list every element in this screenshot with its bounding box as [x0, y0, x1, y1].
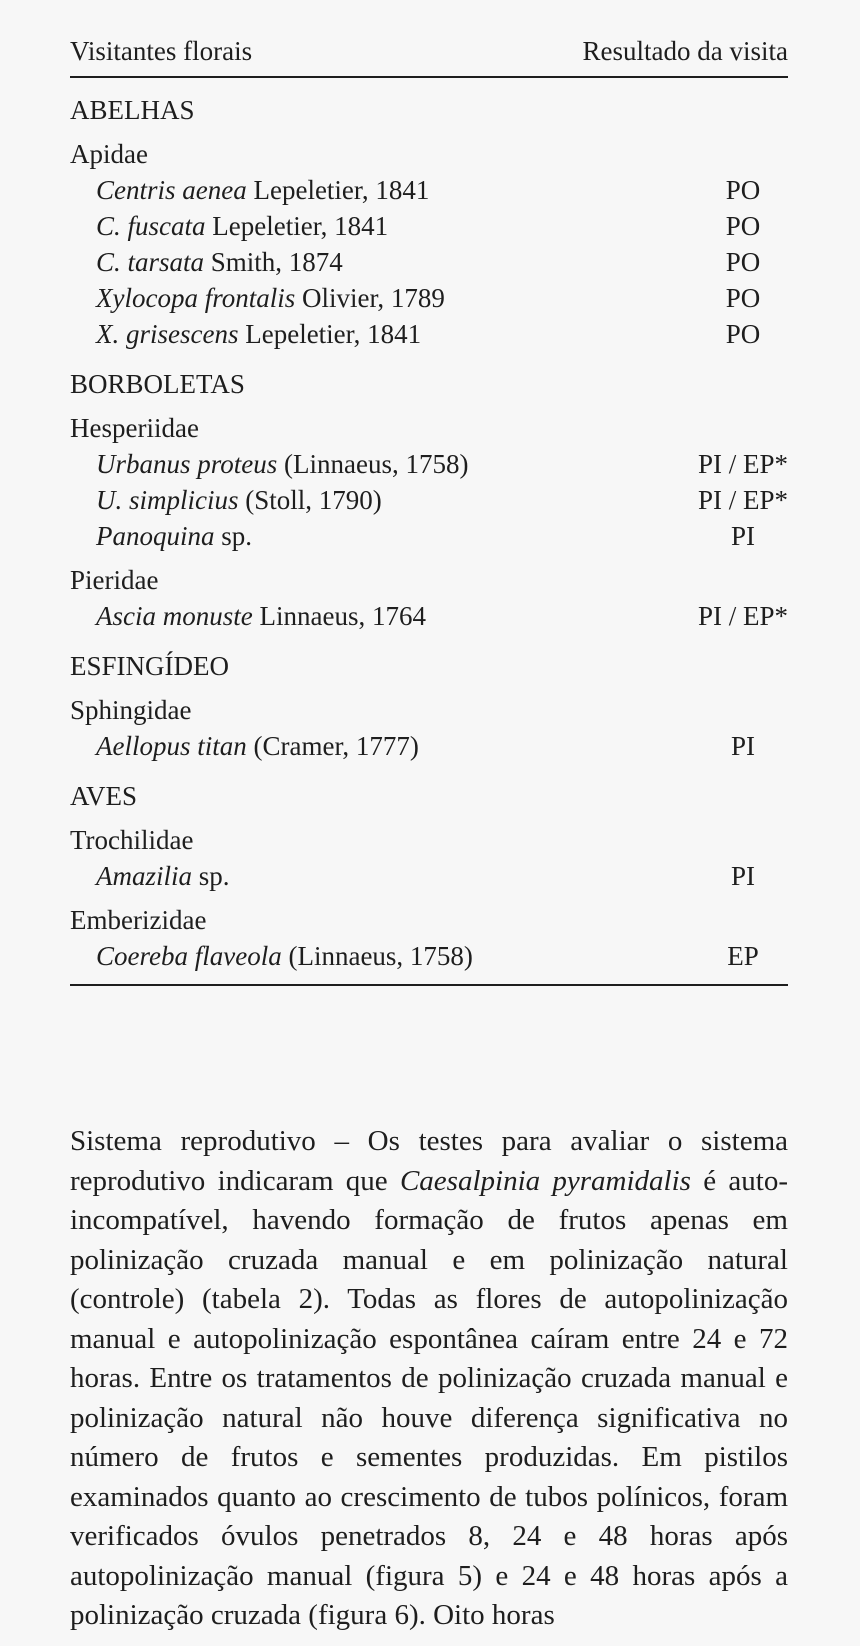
species-author: Olivier, 1789: [295, 283, 445, 313]
visit-result: PI / EP*: [697, 449, 789, 479]
family-name: Hesperiidae: [70, 413, 199, 443]
species-row: [70, 280, 788, 316]
visit-result: PI: [730, 861, 755, 891]
table-body: [70, 92, 788, 974]
species-author: Smith, 1874: [204, 247, 343, 277]
paragraph-text-start: Sistema reprodutivo – Os testes para avaliar o sistema reprodutivo indicaram que: [70, 1125, 788, 1197]
species-name: [70, 175, 429, 205]
species-name: [70, 211, 388, 241]
species-name: [70, 731, 419, 761]
family-name: Apidae: [70, 139, 148, 169]
species-author: sp.: [214, 521, 253, 551]
paragraph-species-name: Caesalpinia pyramidalis: [399, 1164, 691, 1197]
visit-result: PO: [725, 283, 761, 313]
species-name: [70, 449, 468, 479]
species-name: [70, 485, 382, 515]
family-row: [70, 410, 788, 446]
species-author: (Linnaeus, 1758): [281, 941, 473, 971]
family-row: [70, 822, 788, 858]
species-author: Lepeletier, 1841: [238, 319, 422, 349]
header-visitors: Visitantes florais: [70, 36, 253, 66]
species-author: sp.: [192, 861, 230, 891]
species-row: [70, 598, 788, 634]
species-binomial: C. fuscata: [96, 211, 206, 241]
species-binomial: Urbanus proteus: [96, 449, 278, 479]
species-binomial: Ascia monuste: [96, 601, 253, 631]
species-author: (Linnaeus, 1758): [277, 449, 469, 479]
species-author: (Cramer, 1777): [246, 731, 419, 761]
family-row: [70, 136, 788, 172]
species-name: [70, 941, 473, 971]
group-name: ABELHAS: [70, 95, 195, 125]
table-bottom-rule: [70, 984, 788, 986]
group-row: [70, 778, 788, 814]
species-binomial: Amazilia: [96, 861, 193, 891]
species-author: Lepeletier, 1841: [246, 175, 430, 205]
species-name: [70, 319, 421, 349]
header-result: Resultado da visita: [582, 36, 788, 66]
species-name: [70, 521, 252, 551]
family-row: [70, 902, 788, 938]
family-name: Pieridae: [70, 565, 159, 595]
family-name: Emberizidae: [70, 905, 207, 935]
species-name: [70, 247, 343, 277]
visit-result: PO: [725, 175, 761, 205]
species-binomial: X. grisescens: [96, 319, 239, 349]
species-binomial: Panoquina: [96, 521, 215, 551]
visit-result: PI: [730, 521, 755, 551]
species-binomial: Xylocopa frontalis: [96, 283, 296, 313]
species-binomial: Coereba flaveola: [96, 941, 282, 971]
visit-result: PI: [730, 731, 755, 761]
species-binomial: Aellopus titan: [96, 731, 247, 761]
species-row: [70, 316, 788, 352]
species-author: (Stoll, 1790): [238, 485, 382, 515]
species-author: Linnaeus, 1764: [252, 601, 426, 631]
family-row: [70, 562, 788, 598]
species-row: [70, 938, 788, 974]
visit-result: PO: [725, 319, 761, 349]
visitors-table: [70, 28, 788, 986]
family-name: Sphingidae: [70, 695, 192, 725]
species-row: [70, 172, 788, 208]
paragraph-text-end: é auto-incompatível, havendo formação de frutos apenas em polinização cruzada manual e em polinização natural (controle) (tabela 2). Todas as flores de autopolinização manual e autopolinização espontânea caíram entre 24 e 72 horas. Entre os tratamentos de polinização cruzada manual e polinização natural não houve diferença significativa no número de frutos e sementes produzidas. Em pistilos examinados quanto ao crescimento de tubos polínicos, foram verificados óvulos penetrados 8, 24 e 48 horas após autopolinização manual (figura 5) e 24 e 48 horas após a polinização cruzada (figura 6). Oito horas: [70, 1164, 788, 1631]
group-name: ESFINGÍDEO: [70, 651, 229, 681]
visit-result: PI / EP*: [697, 485, 789, 515]
visit-result: PI / EP*: [697, 601, 789, 631]
species-row: [70, 728, 788, 764]
visit-result: PO: [725, 211, 761, 241]
species-row: [70, 518, 788, 554]
body-paragraph: [70, 1122, 788, 1636]
species-name: [70, 861, 230, 891]
group-row: [70, 648, 788, 684]
species-row: [70, 482, 788, 518]
family-name: Trochilidae: [70, 825, 194, 855]
family-row: [70, 692, 788, 728]
species-author: Lepeletier, 1841: [205, 211, 389, 241]
species-row: [70, 244, 788, 280]
table-header: [70, 28, 788, 78]
species-binomial: U. simplicius: [96, 485, 239, 515]
group-row: [70, 92, 788, 128]
group-row: [70, 366, 788, 402]
species-name: [70, 601, 426, 631]
species-row: [70, 858, 788, 894]
species-row: [70, 446, 788, 482]
group-name: BORBOLETAS: [70, 369, 245, 399]
species-binomial: Centris aenea: [96, 175, 247, 205]
visit-result: EP: [727, 941, 759, 971]
species-name: [70, 283, 445, 313]
species-binomial: C. tarsata: [96, 247, 205, 277]
visit-result: PO: [725, 247, 761, 277]
species-row: [70, 208, 788, 244]
group-name: AVES: [70, 781, 138, 811]
